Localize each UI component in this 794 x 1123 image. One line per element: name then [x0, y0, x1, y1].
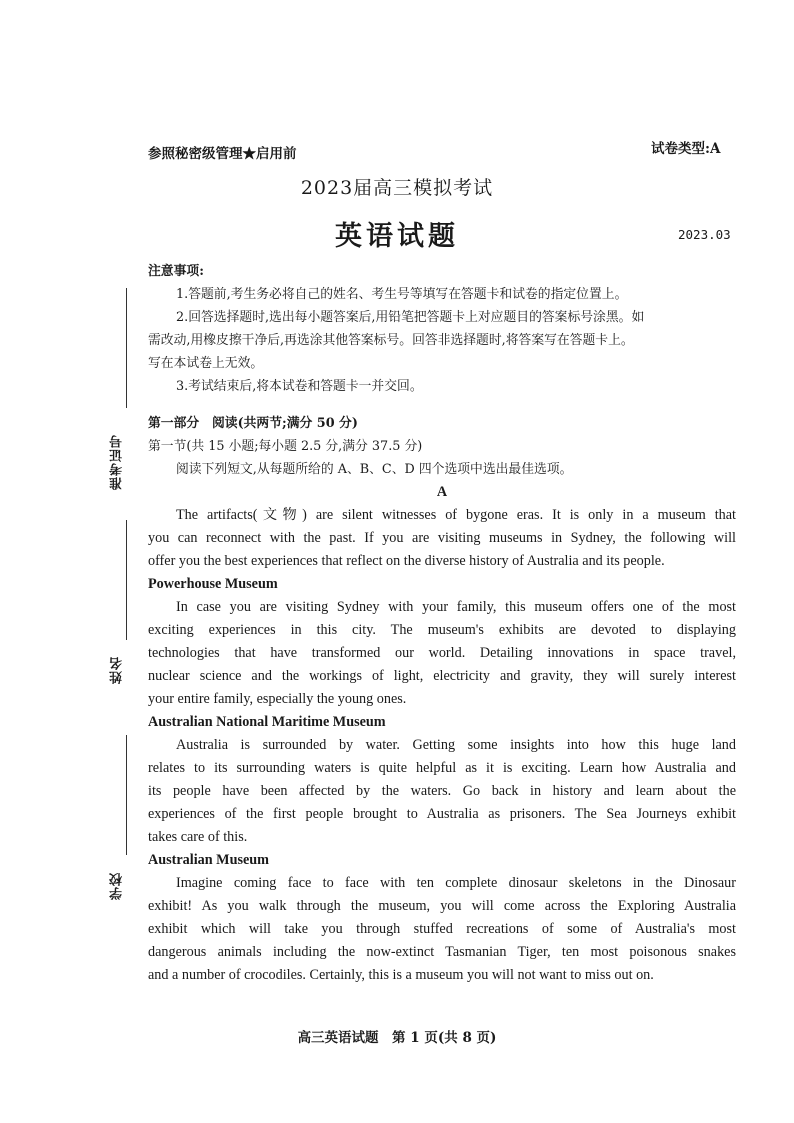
school-line	[126, 735, 127, 855]
passage-line: and a number of crocodiles. Certainly, this is a museum you will not want to miss out on.	[148, 967, 654, 983]
passage-line: your entire family, especially the young ones.	[148, 691, 407, 707]
section1-title: 第一节(共 15 小题;每小题 2.5 分,满分 37.5 分)	[148, 439, 423, 454]
passage-line: experiences of the first people brought to Australia as prisoners. The Sea Journeys exhibit	[148, 806, 736, 822]
maritime-title: Australian National Maritime Museum	[148, 714, 386, 730]
passage-line: dangerous animals including the now-extinct Tasmanian Tiger, ten most poisonous snakes	[148, 944, 736, 960]
exam-title: 2023届高三模拟考试	[300, 177, 494, 199]
powerhouse-title: Powerhouse Museum	[148, 576, 278, 592]
passage-line: its people have been affected by the waters. Go back in history and learn about the	[148, 783, 736, 799]
passage-line: Imagine coming face to face with ten complete dinosaur skeletons in the Dinosaur	[176, 875, 736, 891]
part1-title: 第一部分 阅读(共两节;满分 50 分)	[148, 416, 358, 431]
confidential-label: 参照秘密级管理★启用前	[148, 146, 297, 162]
passage-line: nuclear science and the workings of light, electricity and gravity, they will surely interest	[148, 668, 736, 684]
passage-line: In case you are visiting Sydney with your family, this museum offers one of the most	[176, 599, 736, 615]
note-line: 需改动,用橡皮擦干净后,再选涂其他答案标号。回答非选择题时,将答案写在答题卡上。	[148, 333, 634, 348]
notes-title: 注意事项:	[148, 264, 204, 279]
australian-title: Australian Museum	[148, 852, 269, 868]
passage-line: you can reconnect with the past. If you are visiting museums in Sydney, the following will	[148, 530, 736, 546]
passage-line: relates to its surrounding waters is quite helpful as it is exciting. Learn how Australia and	[148, 760, 736, 776]
note-line: 1.答题前,考生务必将自己的姓名、考生号等填写在答题卡和试卷的指定位置上。	[176, 287, 628, 302]
name-label: 姓名	[110, 656, 125, 684]
section1-instruction: 阅读下列短文,从每题所给的 A、B、C、D 四个选项中选出最佳选项。	[176, 462, 573, 477]
exam-date: 2023.03	[678, 227, 731, 242]
exam-body	[148, 260, 736, 987]
school-label: 学校	[110, 872, 125, 900]
note-line: 3.考试结束后,将本试卷和答题卡一并交回。	[176, 379, 423, 394]
exam-id-line	[126, 288, 127, 408]
subject-title: 英语试题	[335, 221, 459, 252]
passage-line: takes care of this.	[148, 829, 248, 845]
paper-type-label: 试卷类型:A	[651, 141, 721, 157]
exam-id-label: 准考证号	[110, 434, 125, 490]
passage-label: A	[436, 484, 448, 500]
passage-line: exciting experiences in this city. The museum's exhibits are devoted to displaying	[148, 622, 736, 638]
note-line: 写在本试卷上无效。	[148, 356, 264, 371]
note-line: 2.回答选择题时,选出每小题答案后,用铅笔把答题卡上对应题目的答案标号涂黑。如	[176, 310, 645, 325]
passage-line: exhibit which will take you through stuffed recreations of some of Australia's most	[148, 921, 736, 937]
passage-line: exhibit! As you walk through the museum, you will come across the Exploring Australia	[148, 898, 736, 914]
passage-line: The artifacts(文物) are silent witnesses of bygone eras. It is only in a museum that	[176, 507, 736, 523]
page-footer: 高三英语试题 第 1 页(共 8 页)	[297, 1030, 497, 1046]
passage-line: technologies that have transformed our world. Detailing innovations in space travel,	[148, 645, 736, 661]
name-line	[126, 520, 127, 640]
passage-line: offer you the best experiences that reflect on the diverse history of Australia and its people.	[148, 553, 665, 569]
passage-line: Australia is surrounded by water. Getting some insights into how this huge land	[176, 737, 736, 753]
